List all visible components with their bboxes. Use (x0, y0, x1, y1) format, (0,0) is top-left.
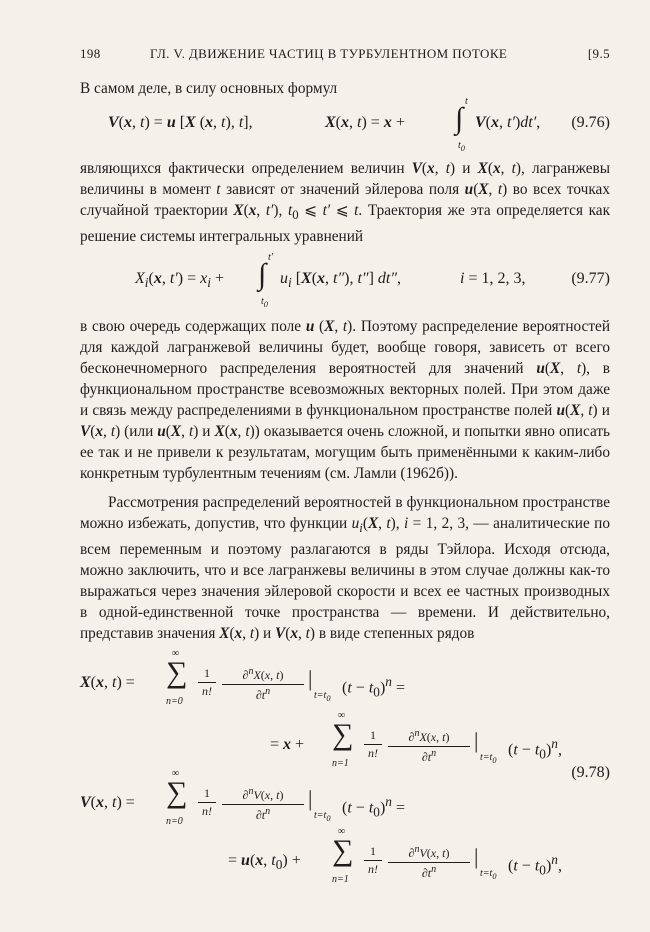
paragraph-1: В самом деле, в силу основных формул (80, 80, 338, 97)
equation-number: (9.77) (571, 270, 610, 287)
chapter-title: ГЛ. V. ДВИЖЕНИЕ ЧАСТИЦ В ТУРБУЛЕНТНОМ ПОТОКЕ (150, 46, 508, 61)
equation-9-76: V(x, t) = u [X (x, t), t], X(x, t) = x + ∫ t $t_0$ V(x, t′)dt′, (9.76) (108, 96, 610, 153)
section-number: [9.5 (587, 46, 610, 61)
equation-9-78: X(x, t) = ∑ ∞ n=0 1 n! ∂$^n$X(x, t) $\partial t^n$ | $t=t_0$ $(t - t_0)^n$ = = x + ∑ ∞ n=1 1 n! ∂$^n$X(x, t) $\partial t^n$ | $t=t_0$ $(t - t_0)^n$, (9.78) V(x, t) = ∑ ∞ n=0 1 n! ∂$^n$V(x, t) $\partial t^n$ | $t=t_0$ $(t - t_0)^n$ = = u(x, $t_0$) + ∑ ∞ n=1 1 n! ∂$^n$V(x, t) $\partial t^n$ | $t=t_0$ $(t - t_0)^n$, (80, 648, 610, 885)
equation-number: (9.78) (571, 764, 610, 781)
running-head (80, 46, 610, 66)
paragraph-2: являющихся фактически определением величин V(x, t) и X(x, t), лагранжевы величины в момент t зависят от значений эйлерова поля u(X, t) во всех точках случайной траектории X(x, t′), $t_0$ ⩽ t′ ⩽ t. Траектория же эта определяется как решение системы интегральных уравнений (80, 160, 611, 246)
equation-9-77: $X_i(x$, $t') = x_i$ + ∫ t′ $t_0$ $u_i$ [X(x, t″), t″] dt″, i = 1, 2, 3, (9.77) (135, 252, 610, 309)
equation-number: (9.76) (571, 114, 610, 131)
paragraph-4: Рассмотрения распределений вероятностей в функциональном пространстве можно избежать, допустив, что функции $u_i(X$, t), i = 1, 2, 3, — аналитические по всем переменным и поэтому разлагаются в ряды Тэйлора. Исходя отсюда, можно заключить, что и все лагранжевы величины в этом случае должны как-то выражаться через значения эйлеровой скорости и всех ее частных производных в одной-единственной точке пространства — времени. И действительно, представив значения X(x, t) и V(x, t) в виде степенных рядов (80, 494, 610, 643)
page-number: 198 (80, 46, 101, 61)
paragraph-3: в свою очередь содержащих поле u (X, t). Поэтому распределение вероятностей для каждой лагранжевой величины будет, вообще говоря, зависеть от всего бесконечномерного распределения вероятностей для значений u(X, t), в функциональном пространстве всевозможных векторных полей. При этом даже и связь между распределениями в функциональном пространстве полей u(X, t) и V(x, t) (или u(X, t) и X(x, t)) оказывается очень сложной, и попытки явно описать ее так и не привели к результатам, могущим быть применёнными к каким-либо конкретным турбулентным течениям (см. Ламли (1962б)). (80, 318, 611, 482)
